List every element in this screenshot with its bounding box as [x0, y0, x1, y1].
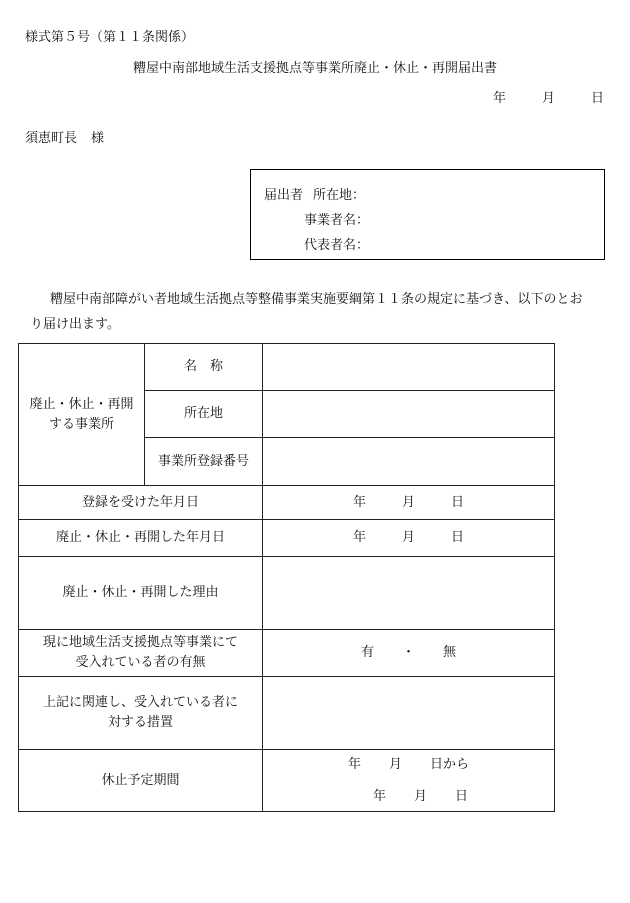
acceptance-choice[interactable]: [263, 630, 555, 677]
facility-name-label: 名 称: [145, 344, 263, 391]
suspension-end-line: [263, 786, 554, 808]
change-month-label: 月: [401, 530, 415, 545]
notifier-business-name-label: 事業者名：: [304, 213, 370, 228]
registration-number-field[interactable]: [263, 438, 555, 486]
change-date-label: 廃止・休止・再開した年月日: [19, 520, 263, 557]
suspension-start-line: [263, 754, 554, 776]
facility-location-label: 所在地: [145, 391, 263, 438]
facility-group-label-line1: 廃止・休止・再開: [29, 396, 134, 412]
body-text-line1: 糟屋中南部障がい者地域生活拠点等整備事業実施要綱第１１条の規定に基づき、以下のとお: [50, 292, 583, 307]
acceptance-label-line2: 受入れている者の有無: [75, 655, 206, 670]
body-text-line2: り届け出ます。: [30, 317, 120, 332]
change-date-field[interactable]: [263, 520, 555, 557]
facility-group-label: [19, 344, 145, 486]
notifier-box: [250, 169, 605, 260]
change-day-label: 日: [451, 530, 465, 545]
notifier-address-label: 所在地：: [313, 188, 366, 203]
table-row: [19, 750, 555, 812]
start-year-label: 年: [347, 756, 361, 772]
reg-day-label: 日: [451, 494, 465, 510]
reason-label: 廃止・休止・再開した理由: [19, 557, 263, 630]
suspension-period-label: 休止予定期間: [19, 750, 263, 812]
table-row: [19, 630, 555, 677]
addressee-suffix: 様: [91, 131, 105, 146]
document-title: 糟屋中南部地域生活支援拠点等事業所廃止・休止・再開届出書: [132, 61, 497, 76]
registration-date-field[interactable]: [263, 486, 555, 520]
notifier-representative-label: 代表者名：: [304, 238, 370, 253]
no-option[interactable]: 無: [443, 645, 457, 660]
facility-name-field[interactable]: [263, 344, 555, 391]
date-month-label: 月: [541, 91, 555, 106]
table-row: [19, 344, 555, 391]
end-year-label: 年: [372, 788, 386, 804]
table-row: [19, 520, 555, 557]
start-day-from-label: 日から: [430, 756, 470, 772]
registration-number-label: 事業所登録番号: [145, 438, 263, 486]
measures-label-line2: 対する措置: [107, 715, 173, 730]
suspension-period-field[interactable]: [263, 750, 555, 812]
notifier-label: 届出者: [264, 188, 304, 203]
facility-location-field[interactable]: [263, 391, 555, 438]
facility-group-label-line2: する事業所: [48, 416, 114, 432]
end-day-label: 日: [455, 788, 469, 804]
table-row: [19, 486, 555, 520]
yes-option[interactable]: 有: [360, 645, 374, 660]
notifier-address-row: [264, 184, 365, 203]
addressee-name: 須恵町長: [25, 131, 78, 146]
change-year-label: 年: [352, 530, 366, 545]
table-row: [19, 557, 555, 630]
addressee: [25, 127, 104, 146]
form-number: 様式第５号（第１１条関係）: [25, 30, 195, 45]
reg-month-label: 月: [401, 494, 415, 510]
start-month-label: 月: [388, 756, 402, 772]
registration-date-label: 登録を受けた年月日: [19, 486, 263, 520]
measures-field[interactable]: [263, 677, 555, 750]
notification-table: [18, 343, 555, 812]
acceptance-label: [19, 630, 263, 677]
table-row: [19, 677, 555, 750]
reg-year-label: 年: [352, 494, 366, 510]
submission-date: [493, 87, 604, 106]
reason-field[interactable]: [263, 557, 555, 630]
measures-label: [19, 677, 263, 750]
measures-label-line1: 上記に関連し、受入れている者に: [42, 695, 238, 710]
date-day-label: 日: [590, 91, 604, 106]
date-year-label: 年: [492, 91, 506, 106]
acceptance-label-line1: 現に地域生活支援拠点等事業にて: [42, 635, 238, 650]
body-text: [30, 287, 605, 337]
end-month-label: 月: [413, 788, 427, 804]
option-separator: ・: [401, 645, 415, 660]
